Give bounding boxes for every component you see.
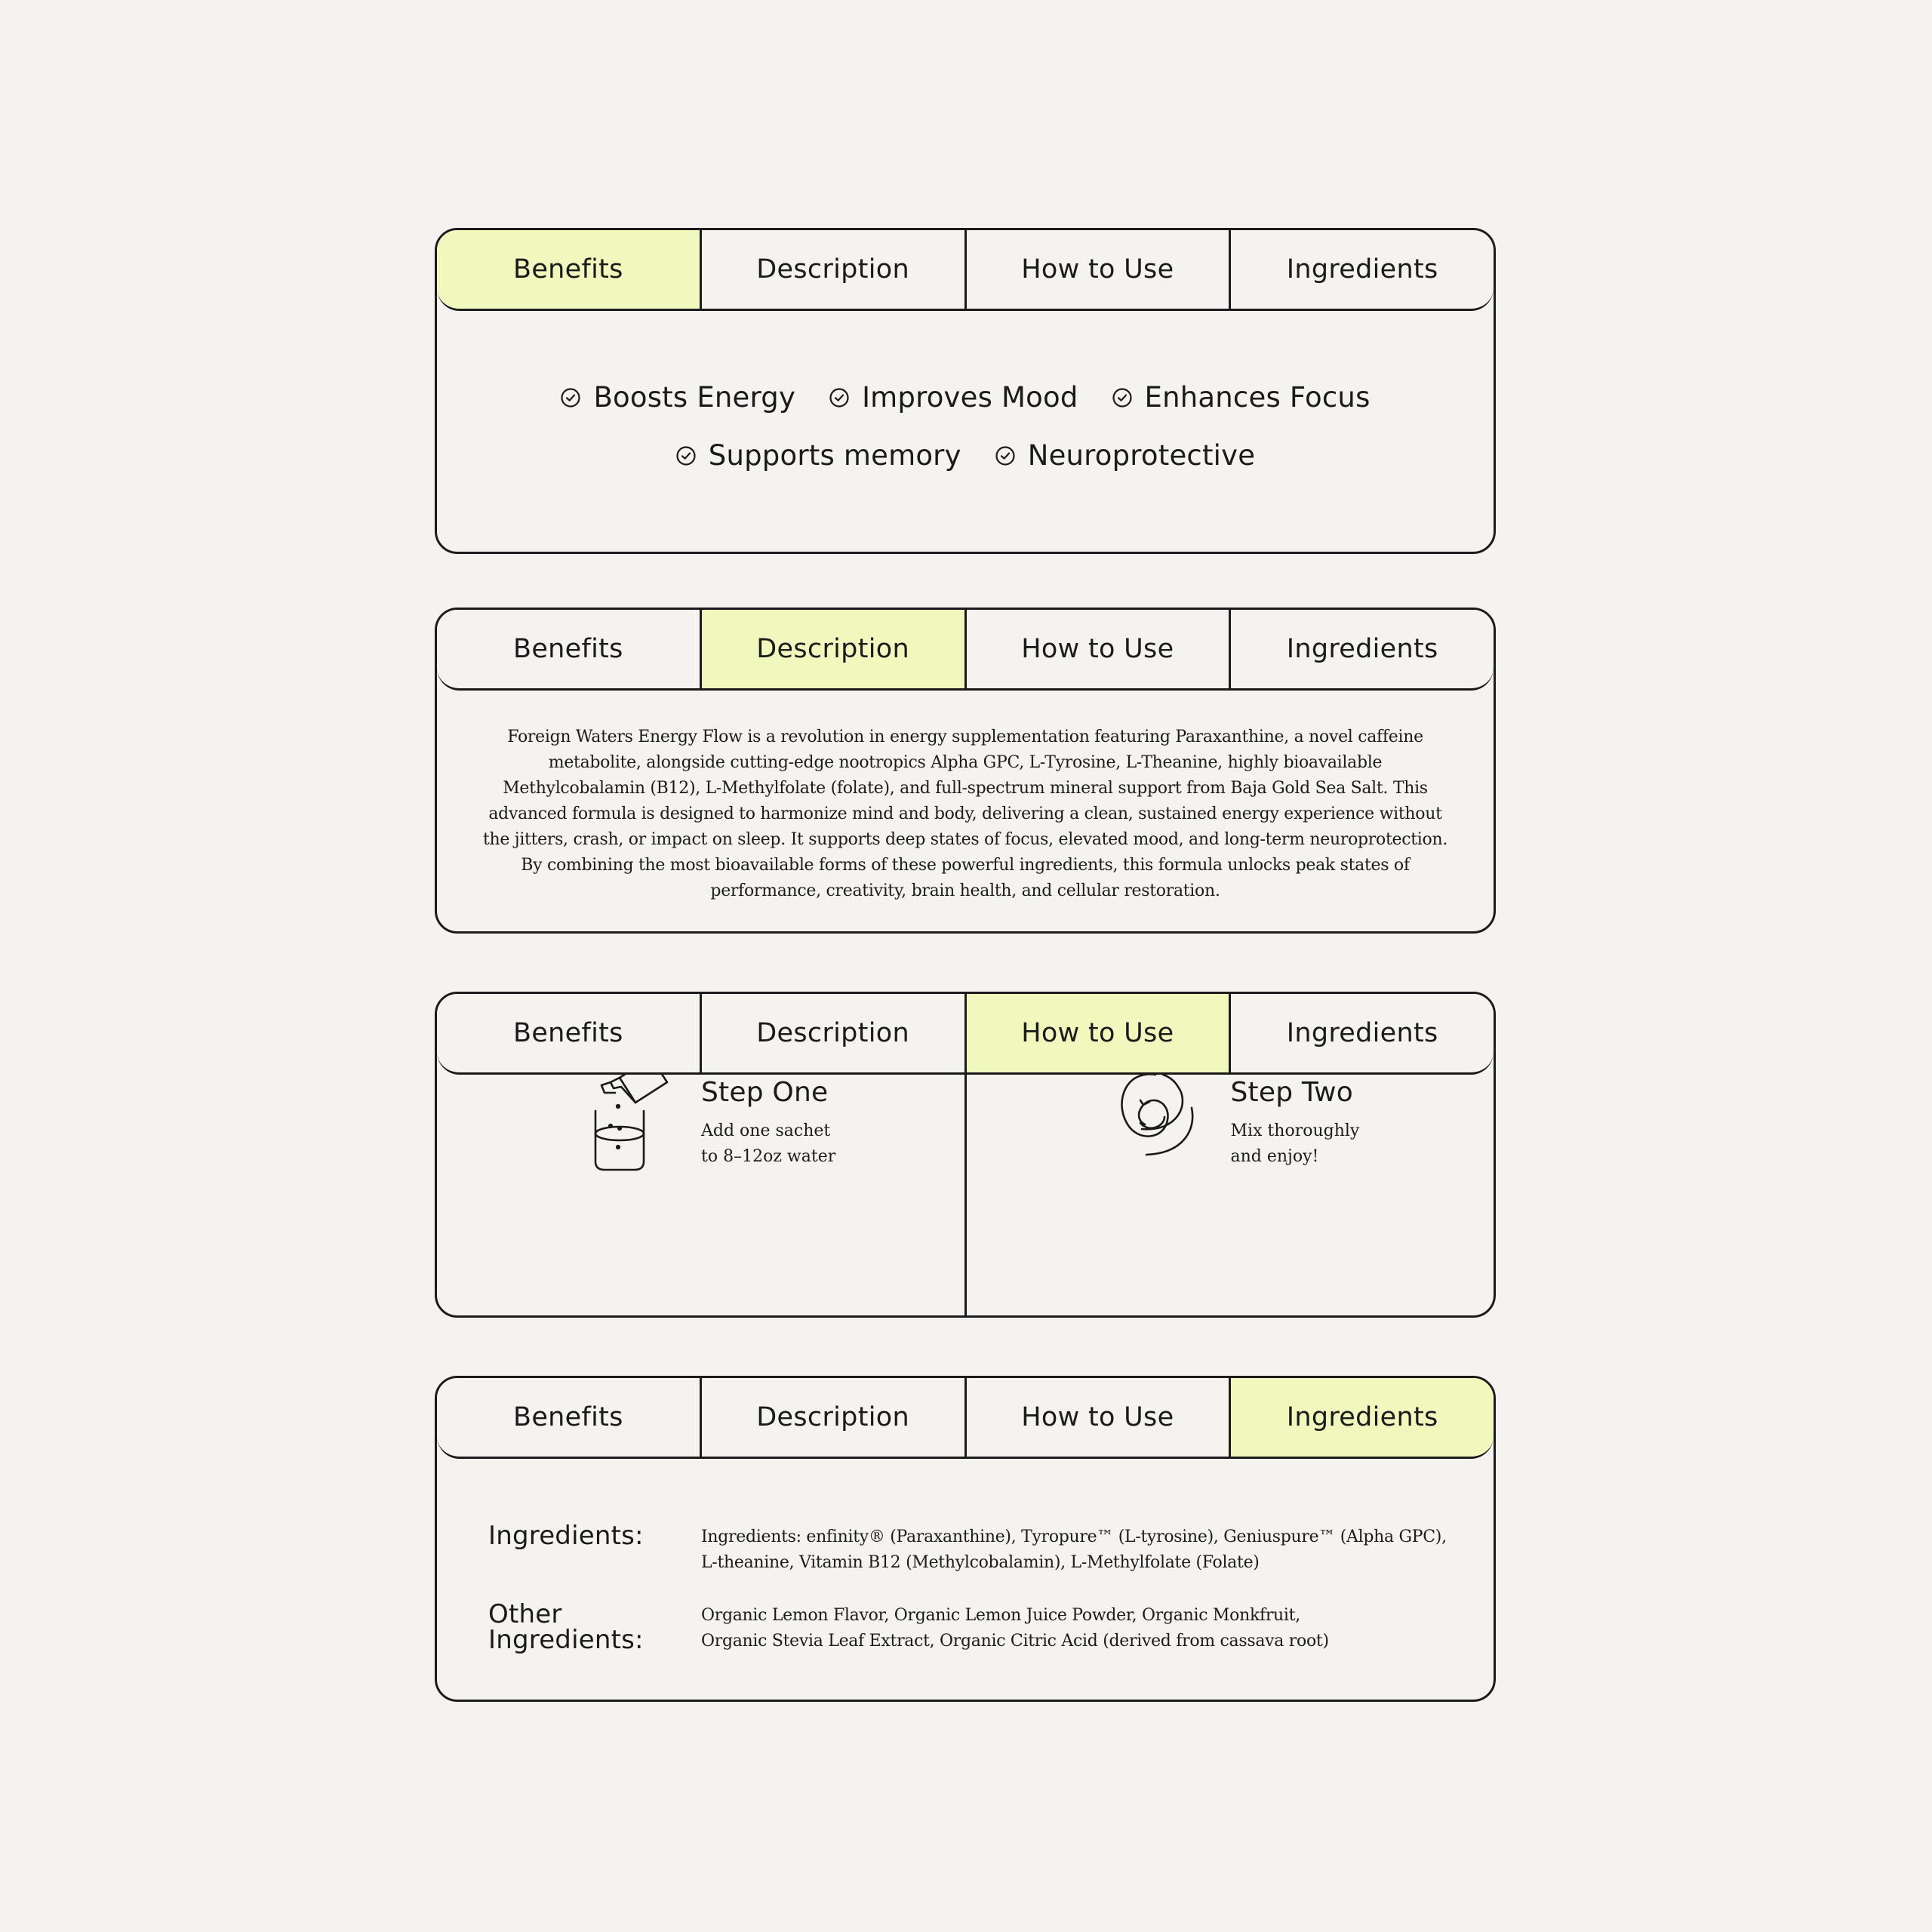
other-ingredients-row <box>488 1601 1463 1654</box>
benefit-item <box>829 381 1078 414</box>
tab-how-to-use[interactable]: How to Use <box>967 1378 1232 1457</box>
tab-description[interactable]: Description <box>702 994 967 1072</box>
tab-ingredients[interactable]: Ingredients <box>1286 1018 1438 1048</box>
benefit-label: Supports memory <box>708 439 961 472</box>
tab-description[interactable]: Description <box>702 610 967 688</box>
step-title: Step Two <box>1230 1077 1354 1108</box>
ingredients-row <box>488 1523 1463 1576</box>
benefits-content <box>437 309 1494 552</box>
other-ingredients-text <box>701 1601 1463 1654</box>
step-title: Step One <box>701 1077 829 1108</box>
benefit-label: Neuroprotective <box>1027 439 1256 472</box>
other-ingredients-label <box>488 1601 701 1654</box>
tab-bar <box>437 610 1494 691</box>
tab-how-to-use[interactable]: How to Use <box>967 230 1232 309</box>
description-text: Foreign Waters Energy Flow is a revolution in energy supplementation featuring Paraxanthine, a novel caffeine metabolite, alongside cutting-edge nootropics Alpha GPC, L-Tyrosine, L-Theanine, highly bioavailable Methylcobalamin (B12), L-Methylfolate (folate), and full-spectrum mineral support from Baja Gold Sea Salt. This advanced formula is designed to harmonize mind and body, delivering a clean, sustained energy experience without the jitters, crash, or impact on sleep. It supports deep states of focus, elevated mood, and long-term neuroprotection. By combining the most bioavailable forms of these powerful ingredients, this formula unlocks peak states of performance, creativity, brain health, and cellular restoration. <box>482 728 1448 900</box>
tab-ingredients[interactable]: Ingredients <box>1286 254 1438 285</box>
benefit-item <box>560 381 795 414</box>
benefit-item <box>1112 381 1371 414</box>
benefits-row <box>437 439 1494 472</box>
tab-benefits[interactable]: Benefits <box>437 1378 702 1457</box>
step-desc-line: and enjoy! <box>1230 1147 1319 1166</box>
how-to-use-panel <box>435 992 1496 1318</box>
description-panel <box>435 608 1496 934</box>
step-description <box>1231 1118 1360 1170</box>
tab-ingredients[interactable]: Ingredients <box>1286 634 1438 664</box>
tab-how-to-use[interactable]: How to Use <box>967 994 1232 1072</box>
check-circle-icon <box>675 445 697 466</box>
benefit-label: Enhances Focus <box>1144 381 1371 414</box>
tab-description[interactable]: Description <box>702 1378 967 1457</box>
tab-benefits[interactable]: Benefits <box>437 230 702 309</box>
step-desc-line: to 8–12oz water <box>701 1147 836 1166</box>
benefits-row <box>437 381 1494 414</box>
step-desc-line: Add one sachet <box>701 1121 831 1140</box>
check-circle-icon <box>560 387 581 408</box>
tab-ingredients[interactable]: Ingredients <box>1231 1378 1494 1457</box>
tab-benefits[interactable]: Benefits <box>437 994 702 1072</box>
step-description <box>701 1118 835 1170</box>
ingredients-content <box>437 1457 1494 1700</box>
benefit-label: Improves Mood <box>862 381 1078 414</box>
tab-benefits[interactable]: Benefits <box>437 610 702 688</box>
benefit-item <box>675 439 961 472</box>
check-circle-icon <box>829 387 850 408</box>
tab-bar <box>437 230 1494 311</box>
ingredients-text: Ingredients: enfinity® (Paraxanthine), Tyropure™ (L-tyrosine), Geniuspure™ (Alpha GPC), L-theanine, Vitamin B12 (Methylcobalamin), L-Methylfolate (Folate) <box>701 1527 1447 1572</box>
check-circle-icon <box>1112 387 1133 408</box>
tab-bar <box>437 1378 1494 1459</box>
tab-bar <box>437 994 1494 1075</box>
step-text <box>1231 1077 1360 1170</box>
description-content <box>437 688 1494 931</box>
check-circle-icon <box>995 445 1016 466</box>
benefit-label: Boosts Energy <box>593 381 796 414</box>
step-desc-line: Mix thoroughly <box>1230 1121 1360 1140</box>
ingredients-label: Ingredients: <box>488 1521 644 1551</box>
benefit-item <box>995 439 1256 472</box>
benefits-panel <box>435 228 1496 554</box>
tab-description[interactable]: Description <box>702 230 967 309</box>
tab-how-to-use[interactable]: How to Use <box>967 610 1232 688</box>
label-line: Ingredients: <box>488 1625 644 1655</box>
step-text <box>701 1077 835 1170</box>
text-line: Organic Stevia Leaf Extract, Organic Citric Acid (derived from cassava root) <box>701 1632 1329 1651</box>
text-line: Organic Lemon Flavor, Organic Lemon Juice Powder, Organic Monkfruit, <box>701 1606 1300 1625</box>
ingredients-panel <box>435 1376 1496 1702</box>
label-line: Other <box>488 1599 562 1629</box>
